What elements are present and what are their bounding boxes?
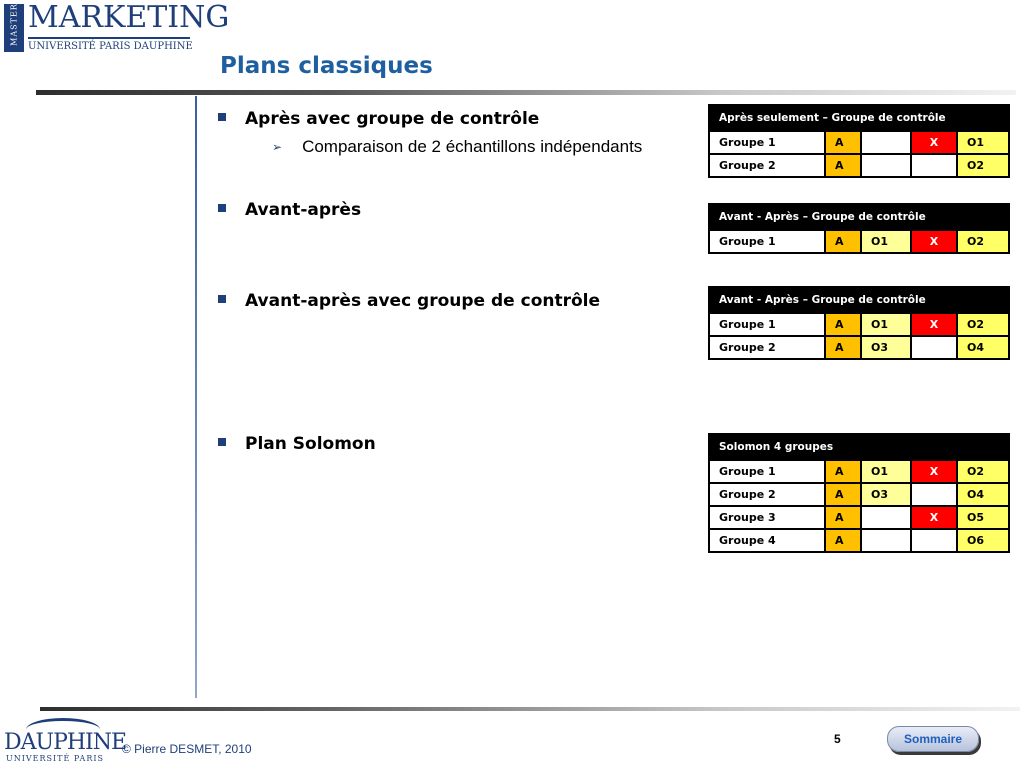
pretest-cell: O1 xyxy=(861,313,911,336)
sub-bullet-item xyxy=(272,137,642,157)
design-table-avant-apres-controle xyxy=(708,286,1010,360)
group-cell: Groupe 1 xyxy=(709,230,825,253)
logo-side-text: MASTER xyxy=(9,3,19,46)
group-cell: Groupe 1 xyxy=(709,313,825,336)
logo-main-text: MARKETING xyxy=(28,0,230,35)
table-row xyxy=(709,230,1009,253)
a-cell: A xyxy=(825,230,861,253)
table-row xyxy=(709,460,1009,483)
posttest-cell: O6 xyxy=(957,529,1009,552)
posttest-cell: O2 xyxy=(957,154,1009,177)
pretest-cell xyxy=(861,529,911,552)
bullet-item-avant-apres-groupe-controle xyxy=(218,291,600,311)
a-cell: A xyxy=(825,529,861,552)
design-table-apres-seulement xyxy=(708,104,1010,178)
pretest-cell xyxy=(861,131,911,154)
posttest-cell: O2 xyxy=(957,313,1009,336)
bullet-label: Plan Solomon xyxy=(245,434,376,454)
table-header-row xyxy=(709,204,1009,230)
treatment-cell: X xyxy=(911,230,957,253)
pretest-cell: O3 xyxy=(861,483,911,506)
arrow-bullet-icon: ➢ xyxy=(272,140,283,154)
table-row xyxy=(709,131,1009,154)
a-cell: A xyxy=(825,313,861,336)
table-row xyxy=(709,154,1009,177)
sub-bullet-label: Comparaison de 2 échantillons indépendants xyxy=(302,137,643,156)
page-title: Plans classiques xyxy=(220,53,433,79)
table-row xyxy=(709,313,1009,336)
group-cell: Groupe 1 xyxy=(709,131,825,154)
group-cell: Groupe 3 xyxy=(709,506,825,529)
copyright-text: © Pierre DESMET, 2010 xyxy=(122,742,252,756)
posttest-cell: O1 xyxy=(957,131,1009,154)
page-number: 5 xyxy=(834,732,841,746)
pretest-cell xyxy=(861,154,911,177)
group-cell: Groupe 4 xyxy=(709,529,825,552)
treatment-cell xyxy=(911,154,957,177)
sommaire-button[interactable]: Sommaire xyxy=(887,726,979,752)
group-cell: Groupe 2 xyxy=(709,154,825,177)
logo-main-text: DAUPHINE xyxy=(4,730,127,755)
table-header-row xyxy=(709,287,1009,313)
bullet-item-plan-solomon xyxy=(218,434,376,454)
top-divider xyxy=(36,90,1016,95)
treatment-cell: X xyxy=(911,460,957,483)
design-table-avant-apres xyxy=(708,203,1010,254)
treatment-cell: X xyxy=(911,131,957,154)
square-bullet-icon xyxy=(218,295,226,303)
a-cell: A xyxy=(825,506,861,529)
square-bullet-icon xyxy=(218,438,226,446)
table-row xyxy=(709,336,1009,359)
pretest-cell: O1 xyxy=(861,460,911,483)
table-title: Avant - Après – Groupe de contrôle xyxy=(709,204,1009,230)
bullet-item-apres-groupe-controle xyxy=(218,109,539,129)
a-cell: A xyxy=(825,483,861,506)
square-bullet-icon xyxy=(218,113,226,121)
table-title: Après seulement – Groupe de contrôle xyxy=(709,105,1009,131)
posttest-cell: O5 xyxy=(957,506,1009,529)
table-header-row xyxy=(709,434,1009,460)
logo-divider xyxy=(28,37,190,39)
table-row xyxy=(709,483,1009,506)
left-vertical-divider xyxy=(195,96,197,698)
bullet-label: Après avec groupe de contrôle xyxy=(245,109,540,129)
pretest-cell xyxy=(861,506,911,529)
treatment-cell xyxy=(911,529,957,552)
bullet-label: Avant-après xyxy=(245,200,362,220)
table-row xyxy=(709,529,1009,552)
a-cell: A xyxy=(825,131,861,154)
table-row xyxy=(709,506,1009,529)
treatment-cell: X xyxy=(911,313,957,336)
a-cell: A xyxy=(825,460,861,483)
treatment-cell: X xyxy=(911,506,957,529)
a-cell: A xyxy=(825,154,861,177)
table-title: Solomon 4 groupes xyxy=(709,434,1009,460)
treatment-cell xyxy=(911,483,957,506)
treatment-cell xyxy=(911,336,957,359)
logo-band xyxy=(4,4,24,52)
posttest-cell: O2 xyxy=(957,230,1009,253)
bottom-divider xyxy=(40,707,1020,711)
bullet-item-avant-apres xyxy=(218,200,361,220)
logo-sub-text: UNIVERSITÉ PARIS xyxy=(6,754,104,763)
a-cell: A xyxy=(825,336,861,359)
table-title: Avant - Après – Groupe de contrôle xyxy=(709,287,1009,313)
group-cell: Groupe 2 xyxy=(709,483,825,506)
posttest-cell: O4 xyxy=(957,483,1009,506)
design-table-solomon xyxy=(708,433,1010,553)
square-bullet-icon xyxy=(218,204,226,212)
bullet-label: Avant-après avec groupe de contrôle xyxy=(245,291,601,311)
group-cell: Groupe 1 xyxy=(709,460,825,483)
pretest-cell: O1 xyxy=(861,230,911,253)
pretest-cell: O3 xyxy=(861,336,911,359)
posttest-cell: O2 xyxy=(957,460,1009,483)
posttest-cell: O4 xyxy=(957,336,1009,359)
table-header-row xyxy=(709,105,1009,131)
group-cell: Groupe 2 xyxy=(709,336,825,359)
dauphine-logo xyxy=(4,716,127,764)
logo-sub-text: UNIVERSITÉ PARIS DAUPHINE xyxy=(28,41,193,52)
master-marketing-logo xyxy=(4,0,230,52)
